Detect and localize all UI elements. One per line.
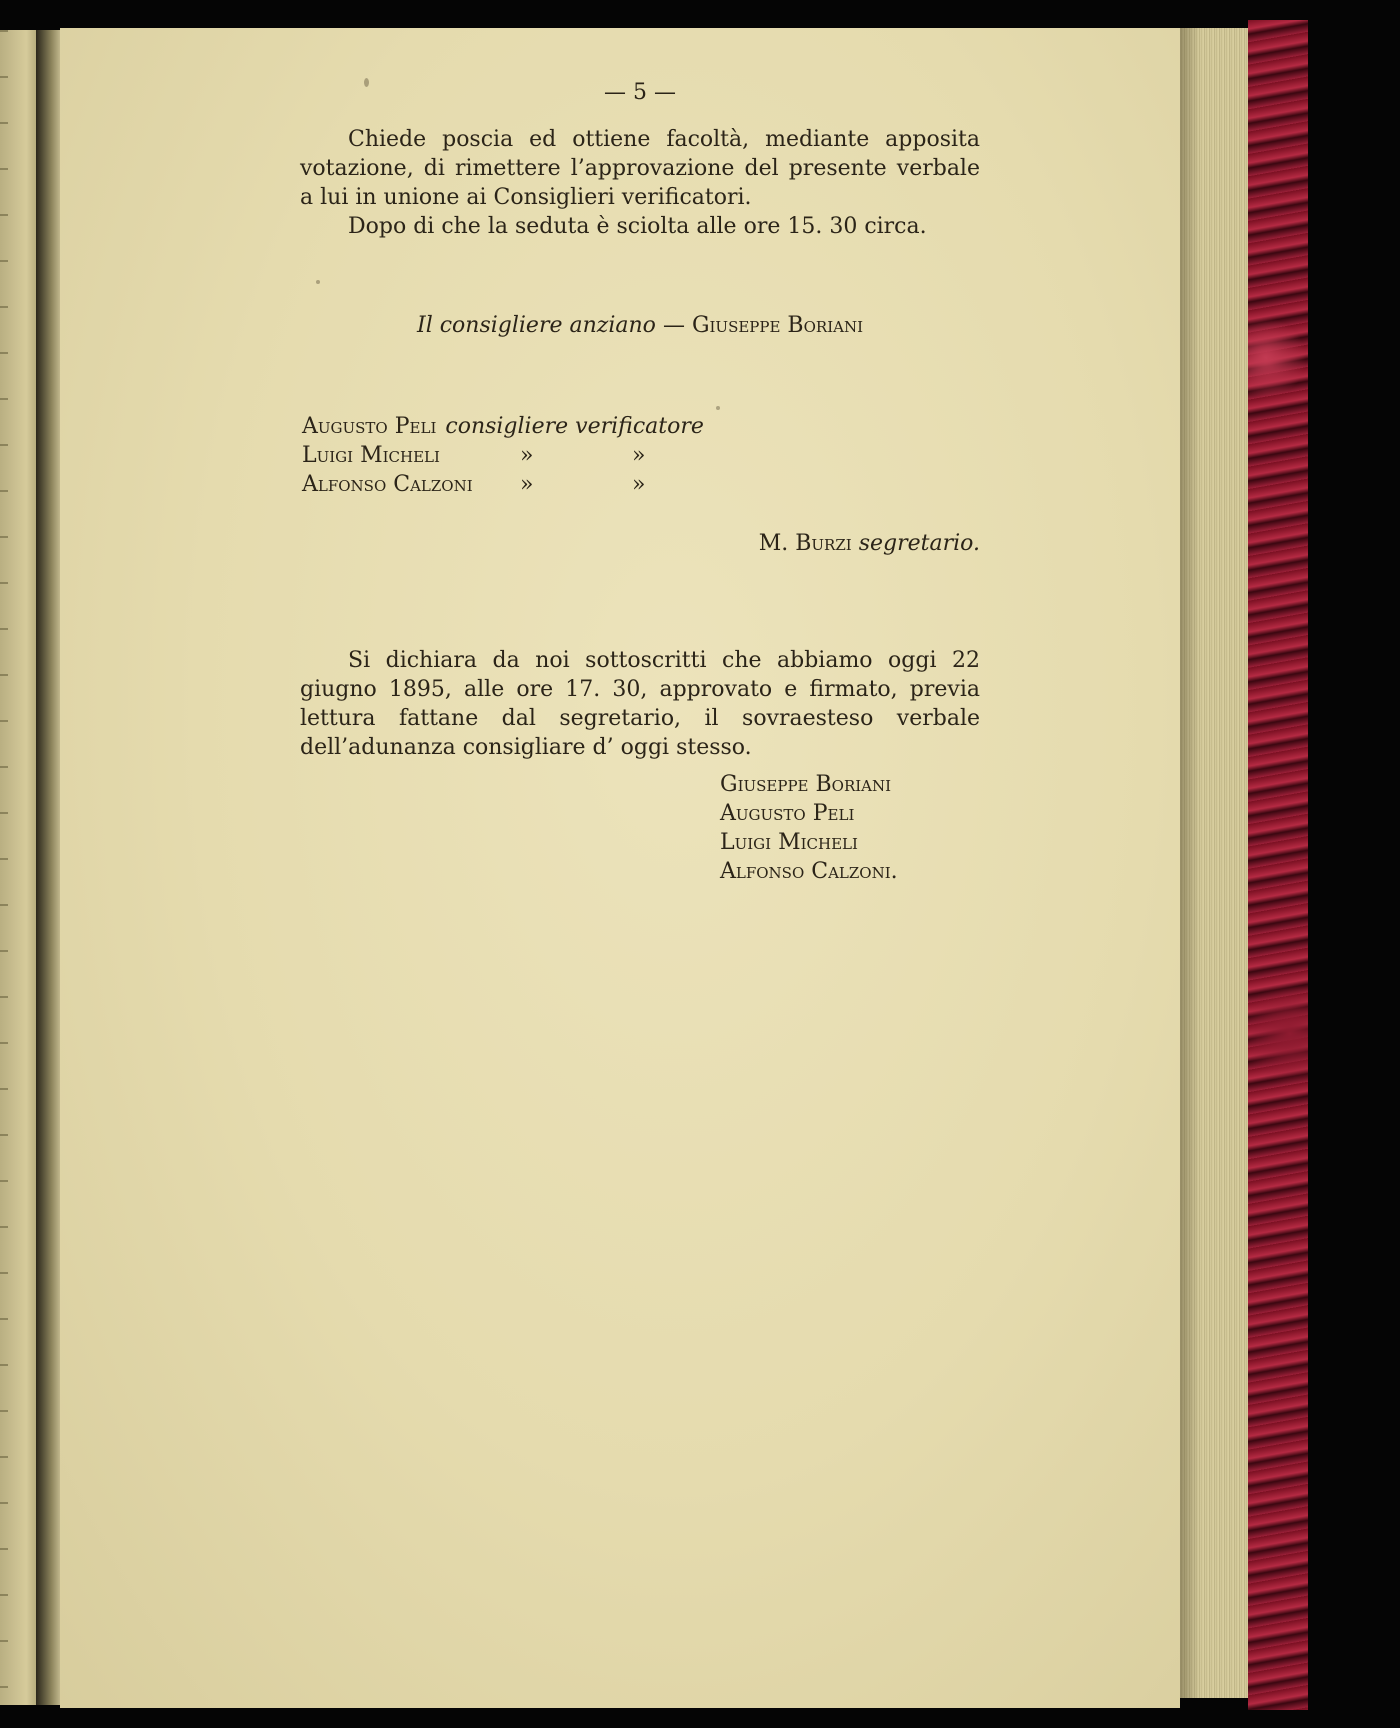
ditto-mark: » — [520, 443, 534, 468]
ditto-mark: » — [632, 443, 646, 468]
anziano-line — [300, 311, 980, 340]
verificatore-role: consigliere verificatore — [445, 414, 704, 439]
anziano-title: Il consigliere anziano — [417, 313, 656, 338]
page-number: — 5 — — [604, 80, 676, 105]
segretario-line — [300, 529, 980, 558]
verificatore-name: Luigi Micheli — [302, 443, 440, 468]
marbled-cover — [1248, 20, 1308, 1710]
verificatore-name: Alfonso Calzoni — [302, 472, 473, 497]
ditto-mark: » — [520, 472, 534, 497]
signer-name: Augusto Peli — [720, 801, 855, 826]
verificatori-list — [302, 412, 980, 499]
anziano-name: Giuseppe Boriani — [691, 313, 863, 338]
signer-name: Luigi Micheli — [720, 830, 858, 855]
left-page-ticks — [0, 30, 8, 1705]
declaration-paragraph: Si dichiara da noi sottoscritti che abbiamo oggi 22 giugno 1895, alle ore 17. 30, approvato e firmato, previa lettura fattane dal segretario, il sovraesteso verbale dell’adunanza consigliare d’ oggi stesso. — [300, 648, 980, 760]
segretario-name: M. Burzi — [758, 531, 852, 556]
verificatore-row — [302, 470, 980, 499]
verificatore-name: Augusto Peli — [302, 414, 437, 439]
page-text — [300, 78, 980, 886]
segretario-role: segretario. — [858, 531, 980, 556]
background-edge — [1308, 0, 1400, 1728]
anziano-dash: — — [662, 313, 685, 338]
verificatore-row — [302, 412, 980, 441]
signer-name: Giuseppe Boriani — [720, 772, 892, 797]
signer-name: Alfonso Calzoni. — [720, 859, 898, 884]
ditto-mark: » — [632, 472, 646, 497]
page-edge-shadow — [1180, 28, 1200, 1698]
paragraph-closing: Dopo di che la seduta è sciolta alle ore 15. 30 circa. — [348, 214, 927, 239]
paragraph-approval: Chiede poscia ed ottiene facoltà, mediante apposita votazione, di rimettere l’approvazione del presente verbale a lui in unione ai Consiglieri verificatori. — [300, 127, 980, 210]
verificatore-row — [302, 441, 980, 470]
signers-list — [720, 770, 980, 886]
